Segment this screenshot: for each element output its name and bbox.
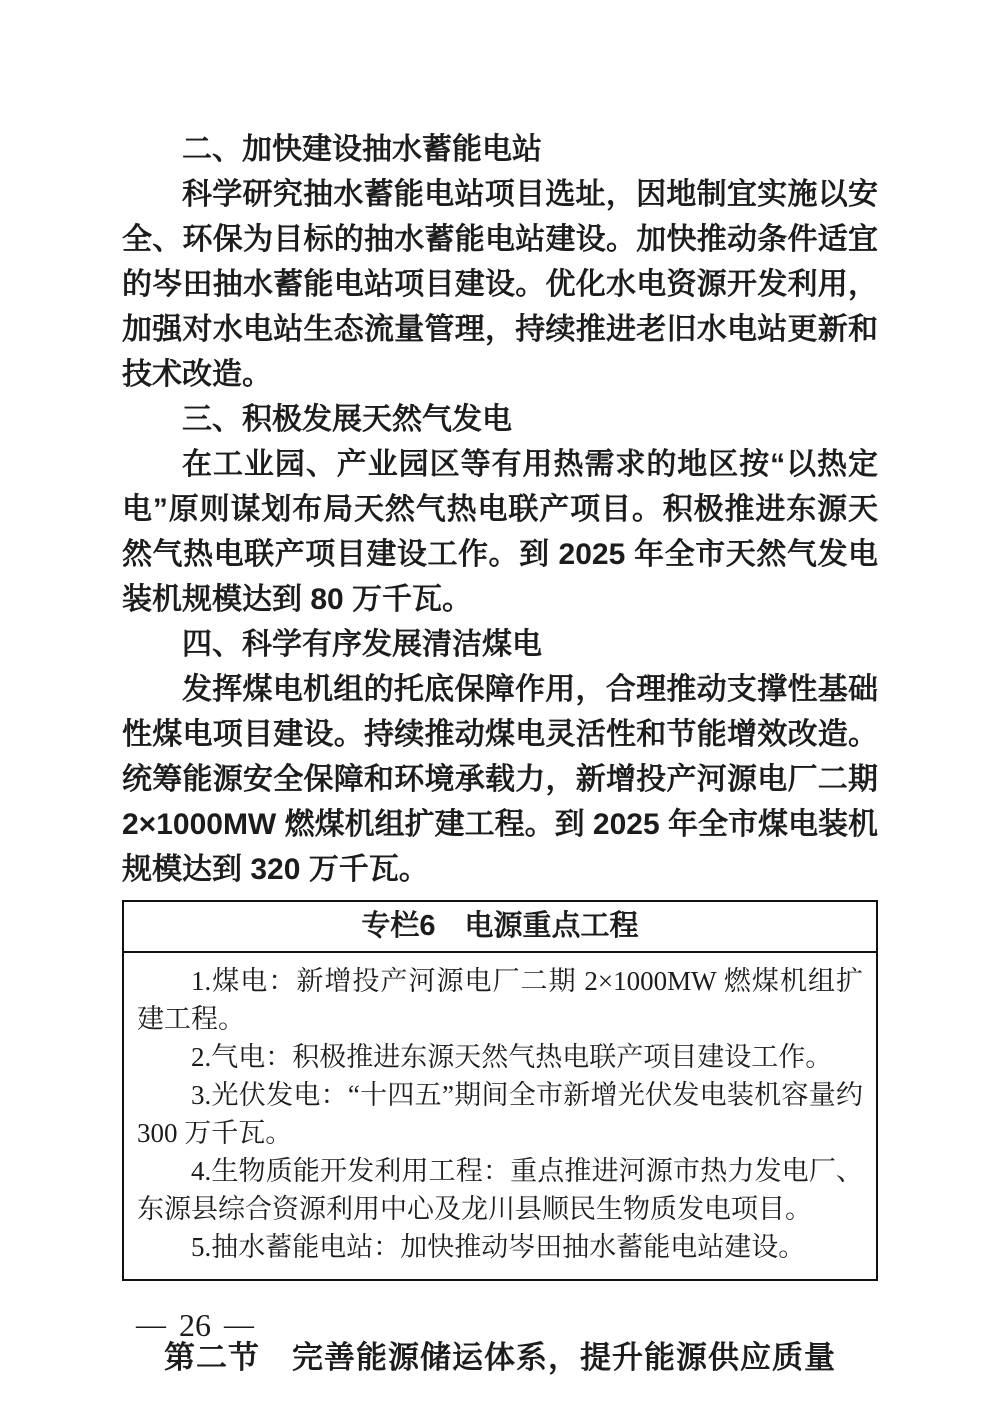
subsection-paragraph: 科学研究抽水蓄能电站项目选址，因地制宜实施以安全、环保为目标的抽水蓄能电站建设。加快推动条件适宜的岑田抽水蓄能电站项目建设。优化水电资源开发利用，加强对水电站生态流量管理，持续推进老旧水电站更新和技术改造。 bbox=[122, 178, 878, 391]
subsection-paragraph: 发挥煤电机组的托底保障作用，合理推动支撑性基础性煤电项目建设。持续推动煤电灵活性和节能增效改造。统筹能源安全保障和环境承载力，新增投产河源电厂二期 2×1000MW 燃煤机组扩建工程。到 2025 年全市煤电装机规模达到 320 万千瓦。 bbox=[122, 673, 878, 886]
callout-box-body bbox=[124, 953, 876, 1279]
page-number: 26 bbox=[179, 1307, 211, 1343]
subsection-paragraph: 在工业园、产业园区等有用热需求的地区按“以热定电”原则谋划布局天然气热电联产项目。积极推进东源天然气热电联产项目建设工作。到 2025 年全市天然气发电装机规模达到 80 万千瓦。 bbox=[122, 448, 878, 616]
subsection-heading-2: 二、加快建设抽水蓄能电站 bbox=[182, 133, 542, 166]
callout-box-title: 专栏6 电源重点工程 bbox=[124, 902, 876, 953]
page-content bbox=[122, 127, 878, 1380]
callout-item-coal: 1.煤电：新增投产河源电厂二期 2×1000MW 燃煤机组扩建工程。 bbox=[137, 966, 863, 1034]
subsection-heading-3: 三、积极发展天然气发电 bbox=[182, 403, 512, 436]
footer-dash-left: — bbox=[136, 1308, 166, 1341]
chapter-section-heading: 第二节 完善能源储运体系，提升能源供应质量 bbox=[164, 1340, 836, 1375]
footer-dash-right: — bbox=[224, 1308, 254, 1341]
callout-item-biomass: 4.生物质能开发利用工程：重点推进河源市热力发电厂、东源县综合资源利用中心及龙川县顺民生物质发电项目。 bbox=[137, 1156, 863, 1224]
subsection-heading-4: 四、科学有序发展清洁煤电 bbox=[182, 628, 542, 661]
callout-item-pumped-storage: 5.抽水蓄能电站：加快推动岑田抽水蓄能电站建设。 bbox=[191, 1232, 806, 1262]
callout-item-solar: 3.光伏发电：“十四五”期间全市新增光伏发电装机容量约 300 万千瓦。 bbox=[137, 1080, 863, 1148]
callout-item-gas: 2.气电：积极推进东源天然气热电联产项目建设工作。 bbox=[191, 1042, 833, 1072]
page-footer bbox=[136, 1305, 254, 1345]
callout-box bbox=[122, 900, 878, 1281]
